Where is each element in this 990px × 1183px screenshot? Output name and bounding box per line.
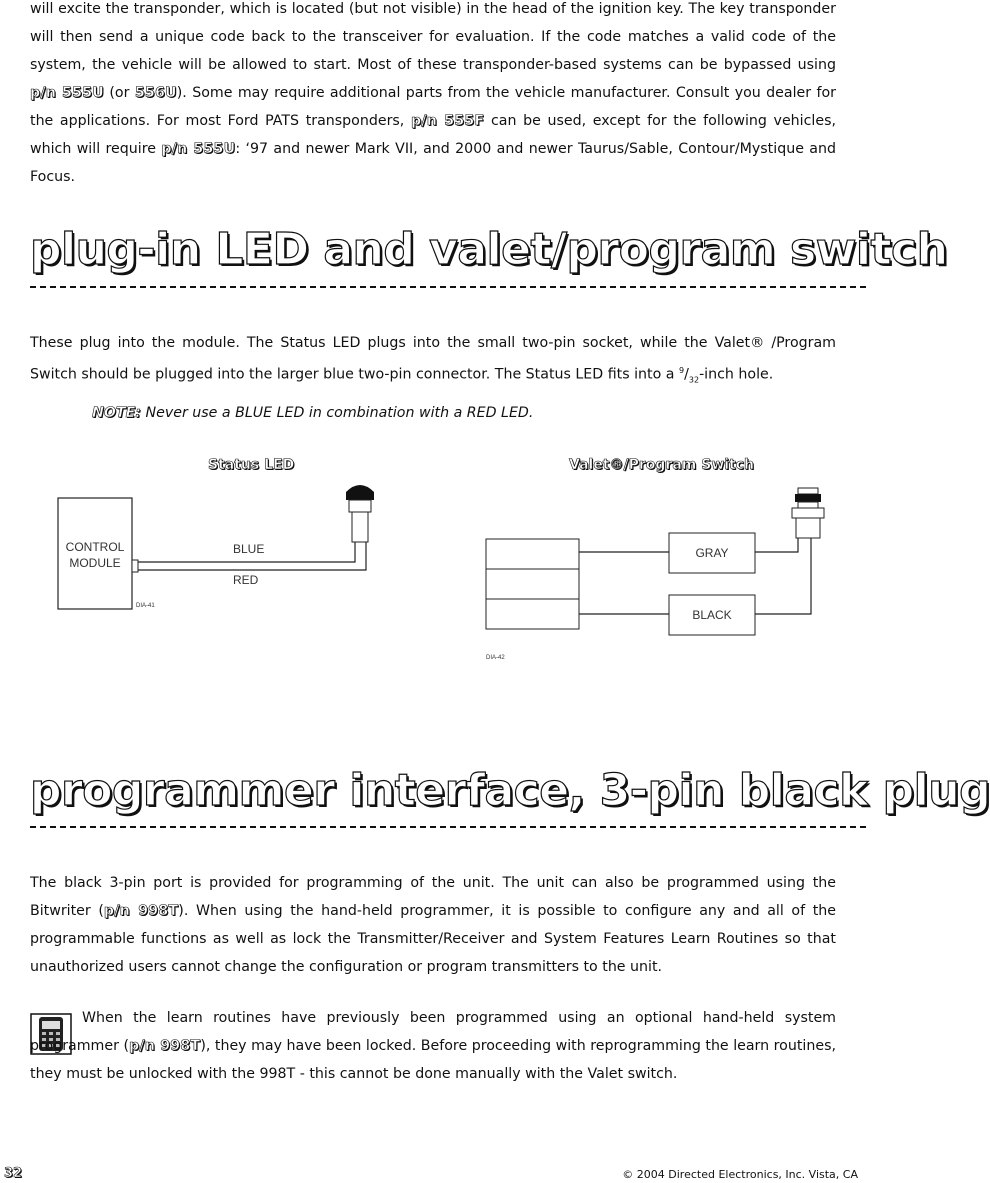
note-label: NOTE: xyxy=(92,405,141,421)
wire-label-red: RED xyxy=(233,573,259,587)
intro-text-4: can be used, except for the following vehicles, which will require xyxy=(30,113,836,157)
switch-lead xyxy=(755,538,798,552)
copyright: © 2004 Directed Electronics, Inc. Vista, CA xyxy=(622,1168,858,1181)
led-body xyxy=(349,500,371,512)
note-text: Never use a BLUE LED in combination with a RED LED. xyxy=(140,405,534,421)
status-led-diagram xyxy=(40,478,400,618)
section-paragraph: These plug into the module. The Status LED plugs into the small two-pin socket, while the Valet® /Program Switch should be plugged into the larger blue two-pin connector. The Status LED fits into a $^9/_{32}$-inch hole. xyxy=(30,335,836,385)
part-number: p/n 998T xyxy=(103,903,179,919)
intro-text-2: (or xyxy=(104,85,135,101)
intro-text-1: will excite the transponder, which is located (but not visible) in the head of the ignition key. The key transponder will then send a unique code back to the transceiver for evaluation. If the code matches a valid code of the system, the vehicle will be allowed to start. Most of these transponder-based systems can be bypassed using xyxy=(30,1,836,73)
part-number: p/n 555F xyxy=(410,113,485,129)
fraction-denominator: 32 xyxy=(688,375,700,385)
fraction-numerator: 9 xyxy=(679,366,685,375)
status-led-title: Status LED xyxy=(208,457,295,473)
diagram-code: DIA-41 xyxy=(136,603,155,609)
control-module-label: MODULE xyxy=(69,556,121,570)
intro-text-5: : ‘97 and newer Mark VII, and 2000 and newer Taurus/Sable, Contour/Mystique and Focus. xyxy=(30,141,836,185)
body-text: -inch hole. xyxy=(699,366,774,383)
control-module-label: CONTROL xyxy=(65,540,125,554)
valet-switch-diagram xyxy=(480,478,850,668)
connector-block xyxy=(486,599,579,629)
section-paragraph xyxy=(30,869,836,981)
wire-label-gray: GRAY xyxy=(695,546,729,560)
valet-switch-icon xyxy=(792,488,824,538)
section-heading: plug-in LED and valet/program switch xyxy=(30,224,948,275)
wire-label-black: BLACK xyxy=(692,608,732,622)
body-text: ). When using the hand-held programmer, it is possible to configure any and all of the programmable functions as well as lock the Transmitter/Receiver and System Features Learn Routines so that unauthorized users cannot change the configuration or program transmitters to the unit. xyxy=(30,903,836,975)
red-wire xyxy=(138,512,366,570)
intro-paragraph xyxy=(30,0,836,191)
body-text: ), they may have been locked. Before proceeding with reprogramming the learn routines, they must be unlocked with the 998T - this cannot be done manually with the Valet switch. xyxy=(30,1038,836,1082)
heading-rule xyxy=(30,286,866,288)
connector-plug xyxy=(132,560,138,572)
part-number: 556U xyxy=(134,85,177,101)
part-number: p/n 555U xyxy=(161,141,236,157)
diagram-code: DIA-42 xyxy=(486,655,505,661)
intro-text-3: ). Some may require additional parts from the vehicle manufacturer. Consult you dealer for the applications. For most Ford PATS transponders, xyxy=(30,85,836,129)
part-number: p/n 555U xyxy=(30,85,104,101)
heading-rule xyxy=(30,826,866,828)
wire-label-blue: BLUE xyxy=(233,542,265,556)
valet-switch-title: Valet®/Program Switch xyxy=(569,457,755,473)
body-text: When the learn routines have previously been programmed using an optional hand-held system programmer ( xyxy=(30,1010,836,1054)
body-text: These plug into the module. The Status LED plugs into the small two-pin socket, while the Valet® /Program Switch should be plugged into the larger blue two-pin connector. The Status LED fits into a xyxy=(30,335,836,383)
page-number: 32 xyxy=(4,1166,23,1181)
note xyxy=(92,405,533,421)
connector-block xyxy=(486,569,579,599)
body-text: The black 3-pin port is provided for programming of the unit. The unit can also be programmed using the Bitwriter ( xyxy=(30,875,836,919)
connector-block xyxy=(486,539,579,569)
part-number: p/n 998T xyxy=(129,1038,201,1054)
led-body xyxy=(352,512,368,542)
section-heading: programmer interface, 3-pin black plug xyxy=(30,765,990,816)
switch-lead xyxy=(755,538,811,614)
section-paragraph xyxy=(30,1004,836,1088)
led-dome xyxy=(346,485,374,500)
